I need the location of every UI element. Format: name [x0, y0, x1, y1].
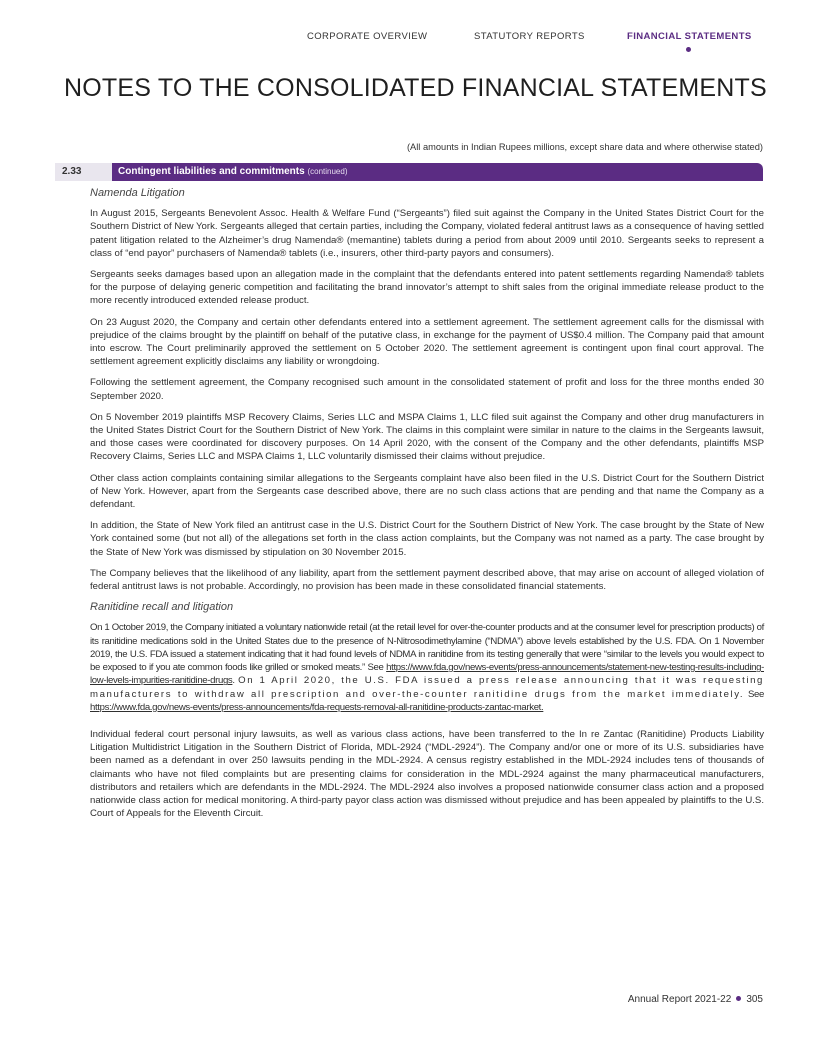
ranitidine-withdrawal-text: On 1 April 2020, the U.S. FDA issued a press release announcing that it was requesting manufacturers to withdraw all prescription and over-the-counter ranitidine drugs from the market immediately.: [90, 675, 764, 700]
ranitidine-text: On 1 October 2019, the Company initiated a voluntary nationwide retail (at the retail level for over-the-counter products and at the consumer level for prescription products) of its ranitidine medications sold in the United States due to the presence of N-Nitrosodimethylamine (“NDMA”) above levels established by the U.S. FDA. On 1 November 2019, the U.S. FDA issued a statement indicating that it had found levels of NDMA in ranitidine from its testing generally that were “similar to the levels you would expect to be exposed to if you ate common foods like grilled or smoked meats.” See: [90, 622, 764, 674]
nav-corporate-overview[interactable]: CORPORATE OVERVIEW: [307, 31, 428, 42]
namenda-paragraph: On 23 August 2020, the Company and certain other defendants entered into a settlement agreement. The settlement agreement calls for the dismissal with prejudice of the claims brought by the plaintiff on behalf of the putative class, in exchange for the payment of US$0.4 million. The Company paid that amount into escrow. The Court preliminarily approved the settlement on 5 October 2020. The settlement agreement is contingent upon final court approval. The settlement agreement explicitly disclaims any liability or wrongdoing.: [90, 316, 764, 368]
namenda-paragraph: Sergeants seeks damages based upon an allegation made in the complaint that the defendants entered into patent settlements regarding Namenda® tablets for the purpose of delaying generic competition and facilitating the brand innovator’s attempt to shift sales from the original immediate release product to the more recently introduced extended release product.: [90, 269, 764, 307]
namenda-paragraph: The Company believes that the likelihood of any liability, apart from the settlement payment described above, that may arise on account of alleged violation of federal antitrust laws is not probable. Accordingly, no provision has been made in these consolidated financial statements.: [90, 567, 764, 593]
section-title: Contingent liabilities and commitments: [118, 166, 305, 177]
section-continued: (continued): [307, 167, 348, 176]
see-label: See: [747, 688, 764, 700]
namenda-paragraph: Following the settlement agreement, the Company recognised such amount in the consolidated statement of profit and loss for the three months ended 30 September 2020.: [90, 377, 764, 402]
page-title: NOTES TO THE CONSOLIDATED FINANCIAL STATEMENTS: [64, 74, 767, 102]
nav-statutory-reports[interactable]: STATUTORY REPORTS: [474, 31, 585, 42]
ranitidine-paragraph: Individual federal court personal injury lawsuits, as well as various class actions, have been transferred to the In re Zantac (Ranitidine) Products Liability Litigation Multidistrict Litigation in the Southern District of Florida, MDL-2924 (“MDL-2924”). The Company and/or one or more of its U.S. subsidiaries have been named as a defendant in over 250 lawsuits pending in the MDL-2924. A census registry established in the MDL-2924 includes tens of thousands of claimants who have not filed complaints but are presenting claims for consideration in the MDL-2924 against the many pharmaceutical manufacturers, distributors and retailers which are defendants in the MDL-2924. The MDL-2924 also involves a proposed nationwide consumer class action and a proposed nationwide class action for medical monitoring. A third-party payor class action was dismissed without prejudice and has been appealed by plaintiffs to the U.S. Court of Appeals for the Eleventh Circuit.: [90, 728, 764, 820]
namenda-heading: Namenda Litigation: [90, 187, 185, 199]
section-header: [55, 163, 763, 181]
nav-financial-statements[interactable]: FINANCIAL STATEMENTS: [627, 31, 752, 42]
namenda-paragraph: In addition, the State of New York filed an antitrust case in the U.S. District Court for the Southern District of New York. The case brought by the State of New York contained some (but not all) of the allegations set forth in the class action complaints, but the Company was not named as a party. The case brought by the State of New York was dismissed by stipulation on 30 November 2015.: [90, 520, 764, 558]
active-nav-indicator: [686, 47, 691, 52]
section-number: 2.33: [55, 163, 112, 181]
section-title-bar: [112, 163, 763, 181]
fda-statement-link[interactable]: https://www.fda.gov/news-events/press-announcements/statement-new-testing-results-including-low-levels-impurities-ranitidine-drugs: [90, 662, 764, 687]
ranitidine-heading: Ranitidine recall and litigation: [90, 601, 234, 614]
amounts-note: (All amounts in Indian Rupees millions, except share data and where otherwise stated): [406, 142, 763, 152]
namenda-paragraph: On 5 November 2019 plaintiffs MSP Recovery Claims, Series LLC and MSPA Claims 1, LLC filed suit against the Company and other drug manufacturers in the United States District Court for the Southern District of New York. The claims in this complaint were similar in nature to the claims in the Sergeants lawsuit, and those cases were coordinated for discovery purposes. On 14 April 2020, with the consent of the Company and the other defendants, plaintiffs MSP Recovery Claims, Series LLC and MSPA Claims 1, LLC voluntarily dismissed their claims without prejudice.: [90, 411, 764, 463]
namenda-paragraph: Other class action complaints containing similar allegations to the Sergeants complaint have also been filed in the U.S. District Court for the Southern District of New York. However, apart from the Sergeants case described above, there are no such class actions that are pending and that name the Company as a defendant.: [90, 472, 764, 511]
fda-removal-link[interactable]: https://www.fda.gov/news-events/press-announcements/fda-requests-removal-all-ranitidine-products-zantac-market.: [90, 701, 544, 713]
page-number: 305: [746, 994, 763, 1005]
report-name: Annual Report 2021-22: [627, 994, 732, 1005]
ranitidine-paragraph: [90, 621, 764, 713]
namenda-paragraph: In August 2015, Sergeants Benevolent Assoc. Health & Welfare Fund (“Sergeants”) filed suit against the Company in the United States District Court for the Southern District of New York. Sergeants alleged that certain parties, including the Company, violated federal antitrust laws as a consequence of having settled patent litigation related to the Alzheimer’s drug Namenda® (memantine) tablets during a period from about 2009 until 2010. Sergeants seeks to represent a class of “end payor” purchasers of Namenda® tablets (i.e., insurers, other third-party payors and consumers).: [90, 208, 764, 259]
link-period: .: [232, 675, 235, 687]
top-navigation: [0, 31, 820, 51]
notes-body: [90, 185, 764, 828]
footer-bullet: [736, 996, 741, 1001]
page-footer: [628, 994, 763, 1005]
